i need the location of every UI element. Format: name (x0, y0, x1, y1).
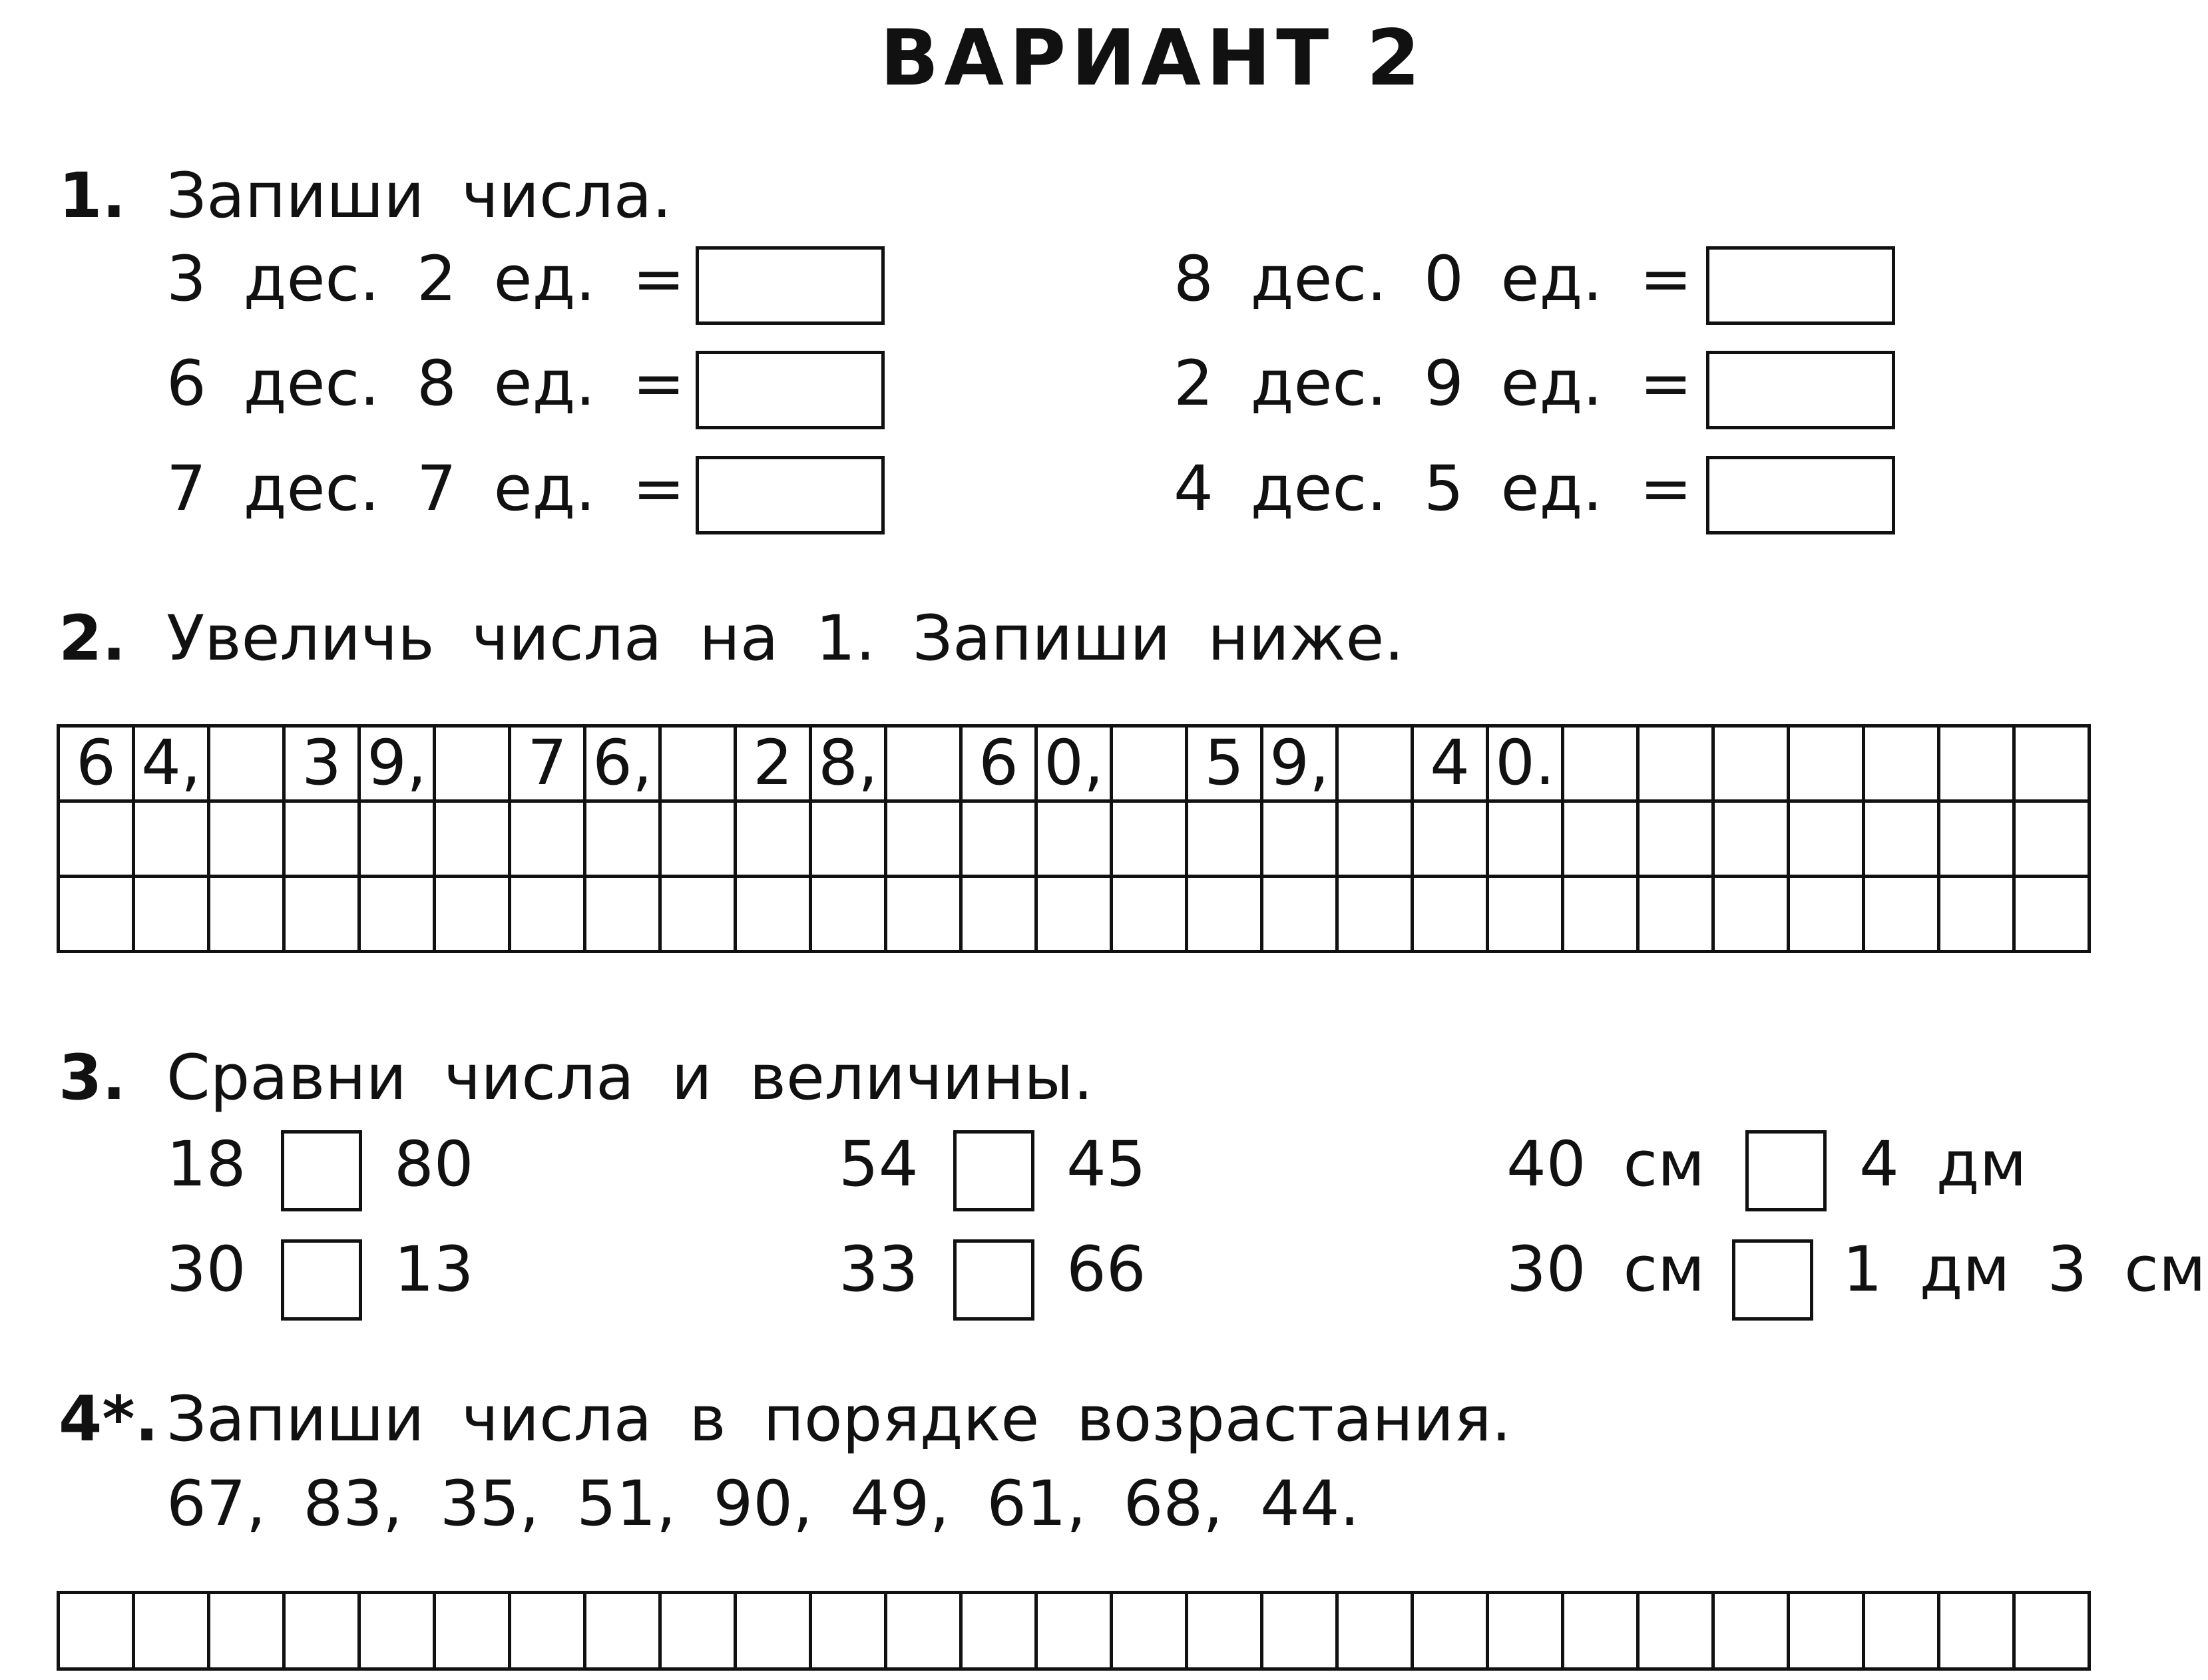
grid-cell[interactable] (736, 877, 811, 952)
grid-cell[interactable] (209, 801, 284, 877)
compare-right-value: 1 дм 3 см (1843, 1233, 2206, 1306)
task4-grid-row (59, 1593, 2090, 1669)
grid-cell: 9, (1262, 726, 1337, 801)
grid-cell[interactable] (59, 877, 134, 952)
grid-cell[interactable] (1713, 1593, 1789, 1669)
grid-cell: 0. (1488, 726, 1563, 801)
compare-right-value: 13 (394, 1233, 474, 1306)
grid-cell[interactable] (1713, 801, 1789, 877)
compare-left-value: 40 см (1506, 1128, 1705, 1201)
grid-cell[interactable] (1488, 1593, 1563, 1669)
grid-cell[interactable] (134, 877, 209, 952)
task2-grid-row-given (59, 726, 2090, 801)
compare-right-value: 45 (1066, 1128, 1146, 1201)
task2-grid-row-answer (59, 877, 2090, 952)
grid-cell[interactable] (359, 1593, 435, 1669)
grid-cell[interactable] (1337, 1593, 1413, 1669)
grid-cell (2014, 726, 2090, 801)
grid-cell: 5 (1187, 726, 1262, 801)
grid-cell[interactable] (1262, 1593, 1337, 1669)
task1-row2-left-answer-box[interactable] (696, 351, 885, 429)
grid-cell[interactable] (59, 801, 134, 877)
grid-cell[interactable] (736, 1593, 811, 1669)
grid-cell[interactable] (1036, 1593, 1112, 1669)
task1-row3-left-answer-box[interactable] (696, 456, 885, 534)
grid-cell[interactable] (1112, 1593, 1187, 1669)
grid-cell[interactable] (1563, 877, 1638, 952)
grid-cell: 6, (585, 726, 660, 801)
grid-cell[interactable] (811, 1593, 886, 1669)
task2-answer-grid (57, 724, 2091, 953)
task4-number: 4*. (59, 1383, 159, 1456)
grid-cell[interactable] (2014, 1593, 2090, 1669)
grid-cell[interactable] (1638, 877, 1713, 952)
grid-cell[interactable] (1488, 877, 1563, 952)
compare-sign-box[interactable] (1745, 1130, 1827, 1211)
grid-cell: 7 (510, 726, 585, 801)
task4-answer-grid (57, 1591, 2091, 1671)
grid-cell (1638, 726, 1713, 801)
grid-cell[interactable] (886, 801, 961, 877)
grid-cell[interactable] (660, 1593, 736, 1669)
grid-cell[interactable] (284, 1593, 359, 1669)
compare-sign-box[interactable] (1732, 1239, 1813, 1321)
grid-cell: 6 (59, 726, 134, 801)
grid-cell[interactable] (1413, 1593, 1488, 1669)
grid-cell[interactable] (2014, 801, 2090, 877)
grid-cell[interactable] (1187, 1593, 1262, 1669)
compare-sign-box[interactable] (953, 1130, 1034, 1211)
grid-cell[interactable] (59, 1593, 134, 1669)
grid-cell[interactable] (134, 1593, 209, 1669)
page-title: ВАРИАНТ 2 (880, 13, 1426, 103)
grid-cell (1939, 726, 2014, 801)
grid-cell[interactable] (811, 801, 886, 877)
grid-cell[interactable] (209, 1593, 284, 1669)
grid-cell[interactable] (1337, 877, 1413, 952)
grid-cell[interactable] (1864, 877, 1939, 952)
task2-instruction: Увеличь числа на 1. Запиши ниже. (166, 602, 1405, 675)
compare-left-value: 33 (839, 1233, 919, 1306)
grid-cell[interactable] (284, 877, 359, 952)
grid-cell[interactable] (1713, 877, 1789, 952)
task1-row1-right-answer-box[interactable] (1706, 246, 1895, 325)
compare-right-value: 66 (1066, 1233, 1146, 1306)
grid-cell[interactable] (585, 1593, 660, 1669)
grid-cell (1112, 726, 1187, 801)
grid-cell: 0, (1036, 726, 1112, 801)
compare-left-value: 30 см (1506, 1233, 1705, 1306)
grid-cell[interactable] (1939, 801, 2014, 877)
compare-sign-box[interactable] (281, 1130, 362, 1211)
task1-row3-right-expression: 4 дес. 5 ед. = (1174, 453, 1692, 525)
grid-cell[interactable] (1939, 1593, 2014, 1669)
grid-cell[interactable] (435, 1593, 510, 1669)
grid-cell[interactable] (209, 877, 284, 952)
task1-row3-right-answer-box[interactable] (1706, 456, 1895, 534)
grid-cell (1337, 726, 1413, 801)
grid-cell (1789, 726, 1864, 801)
grid-cell[interactable] (435, 877, 510, 952)
grid-cell (1713, 726, 1789, 801)
grid-cell[interactable] (1864, 1593, 1939, 1669)
task1-instruction: Запиши числа. (166, 160, 672, 232)
compare-sign-box[interactable] (281, 1239, 362, 1321)
grid-cell[interactable] (1789, 801, 1864, 877)
grid-cell[interactable] (510, 801, 585, 877)
grid-cell[interactable] (1413, 801, 1488, 877)
grid-cell (1563, 726, 1638, 801)
compare-left-value: 18 (166, 1128, 246, 1201)
grid-cell[interactable] (1789, 877, 1864, 952)
grid-cell[interactable] (1488, 801, 1563, 877)
grid-cell: 8, (811, 726, 886, 801)
compare-sign-box[interactable] (953, 1239, 1034, 1321)
task1-row2-left-expression: 6 дес. 8 ед. = (166, 347, 685, 420)
grid-cell[interactable] (585, 801, 660, 877)
compare-right-value: 80 (394, 1128, 474, 1201)
grid-cell[interactable] (2014, 877, 2090, 952)
task1-row1-left-answer-box[interactable] (696, 246, 885, 325)
grid-cell[interactable] (660, 877, 736, 952)
task4-number-list: 67, 83, 35, 51, 90, 49, 61, 68, 44. (166, 1468, 1360, 1540)
grid-cell[interactable] (1187, 801, 1262, 877)
grid-cell[interactable] (1789, 1593, 1864, 1669)
grid-cell[interactable] (1939, 877, 2014, 952)
grid-cell (886, 726, 961, 801)
task1-number: 1. (59, 160, 126, 232)
task1-row2-right-expression: 2 дес. 9 ед. = (1174, 347, 1692, 420)
grid-cell[interactable] (1638, 1593, 1713, 1669)
grid-cell[interactable] (1563, 1593, 1638, 1669)
grid-cell (660, 726, 736, 801)
grid-cell[interactable] (1187, 877, 1262, 952)
grid-cell[interactable] (1262, 877, 1337, 952)
grid-cell[interactable] (1563, 801, 1638, 877)
grid-cell[interactable] (961, 1593, 1036, 1669)
compare-left-value: 30 (166, 1233, 246, 1306)
compare-right-value: 4 дм (1859, 1128, 2027, 1201)
grid-cell[interactable] (660, 801, 736, 877)
grid-cell[interactable] (359, 801, 435, 877)
task1-row1-right-expression: 8 дес. 0 ед. = (1174, 243, 1692, 315)
grid-cell[interactable] (1638, 801, 1713, 877)
task3-number: 3. (59, 1042, 126, 1114)
grid-cell[interactable] (886, 877, 961, 952)
grid-cell[interactable] (1112, 877, 1187, 952)
grid-cell[interactable] (1262, 801, 1337, 877)
grid-cell: 2 (736, 726, 811, 801)
grid-cell[interactable] (1036, 801, 1112, 877)
grid-cell[interactable] (811, 877, 886, 952)
grid-cell[interactable] (736, 801, 811, 877)
task2-grid-row-answer (59, 801, 2090, 877)
grid-cell: 4 (1413, 726, 1488, 801)
grid-cell[interactable] (886, 1593, 961, 1669)
task1-row3-left-expression: 7 дес. 7 ед. = (166, 453, 685, 525)
grid-cell (435, 726, 510, 801)
compare-left-value: 54 (839, 1128, 919, 1201)
grid-cell[interactable] (961, 801, 1036, 877)
task3-instruction: Сравни числа и величины. (166, 1042, 1094, 1114)
task1-row2-right-answer-box[interactable] (1706, 351, 1895, 429)
grid-cell[interactable] (1864, 801, 1939, 877)
grid-cell (1864, 726, 1939, 801)
task4-instruction: Запиши числа в порядке возрастания. (166, 1383, 1512, 1456)
grid-cell: 3 (284, 726, 359, 801)
grid-cell[interactable] (1112, 801, 1187, 877)
grid-cell[interactable] (435, 801, 510, 877)
grid-cell: 6 (961, 726, 1036, 801)
grid-cell[interactable] (284, 801, 359, 877)
task1-row1-left-expression: 3 дес. 2 ед. = (166, 243, 685, 315)
task2-number: 2. (59, 602, 126, 675)
grid-cell[interactable] (1036, 877, 1112, 952)
grid-cell[interactable] (510, 877, 585, 952)
grid-cell[interactable] (134, 801, 209, 877)
grid-cell[interactable] (961, 877, 1036, 952)
grid-cell[interactable] (1413, 877, 1488, 952)
grid-cell[interactable] (510, 1593, 585, 1669)
grid-cell: 4, (134, 726, 209, 801)
grid-cell[interactable] (1337, 801, 1413, 877)
grid-cell: 9, (359, 726, 435, 801)
grid-cell[interactable] (585, 877, 660, 952)
grid-cell (209, 726, 284, 801)
grid-cell[interactable] (359, 877, 435, 952)
